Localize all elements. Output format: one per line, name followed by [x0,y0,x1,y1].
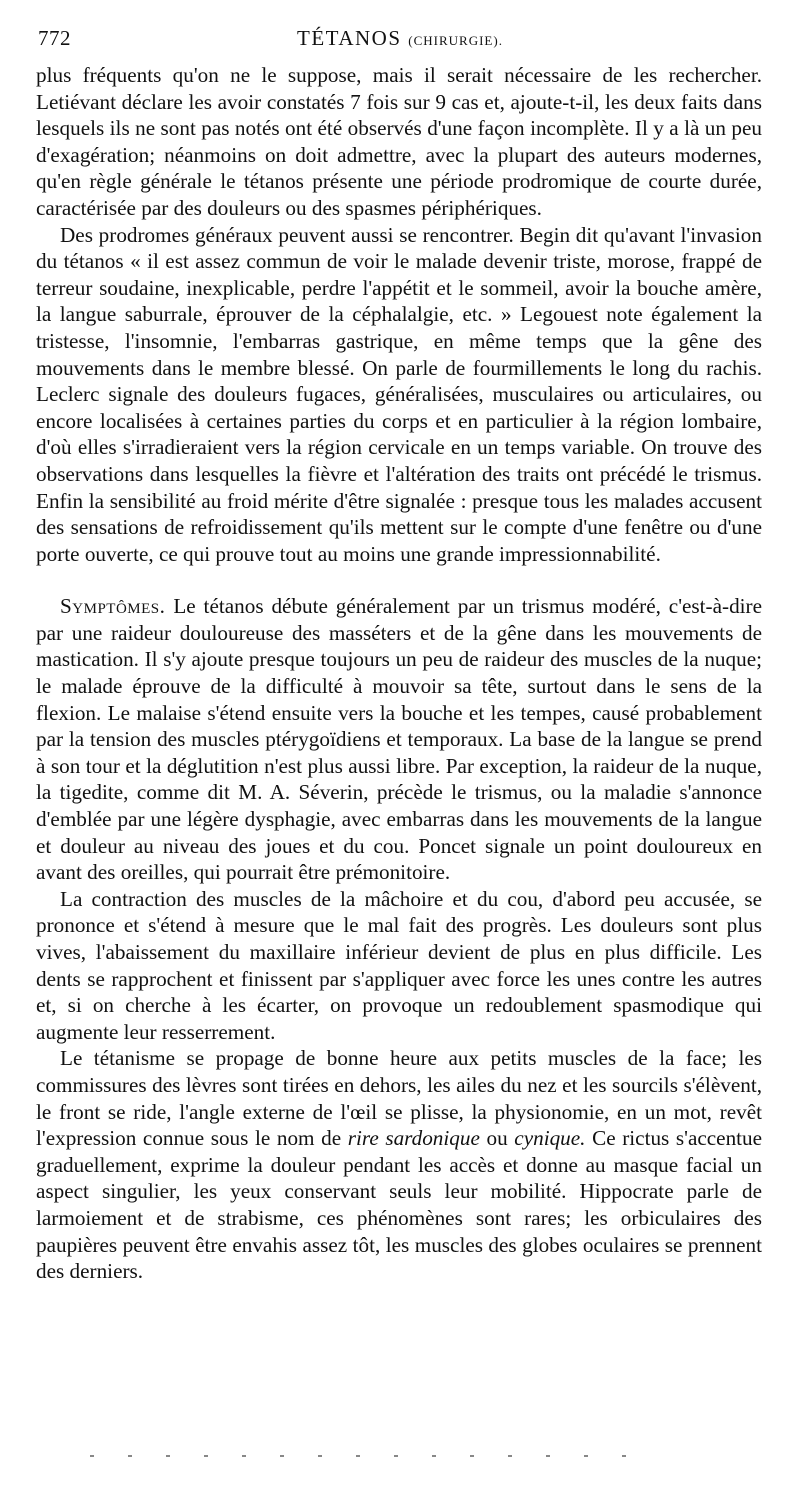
paragraph-symptomes [36,593,762,886]
paragraph-5-or: ou [486,1126,508,1151]
paragraph-1: plus fréquents qu'on ne le suppose, mais il serait nécessaire de les rechercher. Letiévant déclare les avoir constatés 7 fois sur 9 cas et, ajoute-t-il, les deux faits dans lesquels ils ne sont pas notés ont été observés d'une façon incomplète. Il y a là un peu d'exagération; néanmoins on doit admettre, avec la plupart des auteurs modernes, qu'en règle générale le tétanos présente une période prodromique de courte durée, caractérisée par des douleurs ou des spasmes périphériques. [36,63,762,220]
term-cynique: cynique. [514,1126,586,1151]
paragraph-2: Des prodromes généraux peuvent aussi se rencontrer. Begin dit qu'avant l'invasion du tétanos « il est assez commun de voir le malade devenir triste, morose, frappé de terreur soudaine, inexplicable, perdre l'appétit et le sommeil, avoir la bouche amère, la langue saburrale, éprouver de la céphalalgie, etc. » Legouest note également la tristesse, l'insomnie, l'embarras gastrique, en même temps que la gêne des mouvements dans le membre blessé. On parle de fourmillements le long du rachis. Leclerc signale des douleurs fugaces, généralisées, musculaires ou articulaires, ou encore localisées à certaines parties du corps et en particulier à la région lombaire, d'où elles s'irradieraient vers la région cervicale en un temps variable. On trouve des observations dans lesquelles la fièvre et l'altération des traits ont précédé le trismus. Enfin la sensibilité au froid mérite d'être signalée : presque tous les malades accusent des sensations de refroidissement qu'ils mettent sur le compte d'une fenêtre ou d'une porte ouverte, ce qui prouve tout au moins une grande impressionnabilité. [36,222,762,566]
running-title-main: TÉTANOS [297,26,402,50]
paragraph-3-text: Le tétanos débute généralement par un trismus modéré, c'est-à-dire par une raideur douloureuse des masséters et de la gêne dans les mouvements de mastication. Il s'y ajoute presque toujours un peu de raideur des muscles de la nuque; le malade éprouve de la difficulté à mouvoir sa tête, surtout dans le sens de la flexion. Le malaise s'étend ensuite vers la bouche et les tempes, causé probablement par la tension des muscles ptérygoïdiens et temporaux. La base de la langue se prend à son tour et la déglutition n'est plus aussi libre. Par exception, la raideur de la nuque, la tigedite, comme dit M. A. Séverin, précède le trismus, ou la maladie s'annonce d'emblée par une légère dysphagie, avec embarras dans les mouvements de la langue et douleur au niveau des joues et du cou. Poncet signale un point douloureux en avant des oreilles, qui pourrait être prémonitoire. [36,594,763,885]
page-number: 772 [38,26,71,50]
paragraph-5 [36,1045,762,1284]
bleed-through-marks [90,1444,740,1448]
paragraph-5-part-b: Ce rictus s'accentue graduellement, exprime la douleur pendant les accès et donne au masque facial un aspect singulier, les yeux conservant seuls leur mobilité. Hippocrate parle de larmoiement et de strabisme, ces phénomènes sont rares; les orbiculaires des paupières peuvent être envahis assez tôt, les muscles des globes oculaires se prennent des derniers. [36,1126,763,1284]
page-header [36,22,764,52]
page-body [36,62,762,1285]
running-title [36,26,764,51]
term-rire-sardonique: rire sardonique [347,1126,480,1151]
running-title-sub: (CHIRURGIE). [408,33,503,48]
paragraph-4: La contraction des muscles de la mâchoire et du cou, d'abord peu accusée, se prononce et s'étend à mesure que le mal fait des progrès. Les douleurs sont plus vives, l'abaissement du maxillaire inférieur devient de plus en plus difficile. Les dents se rapprochent et finissent par s'appliquer avec force les unes contre les autres et, si on cherche à les écarter, on provoque un redoublement spasmodique qui augmente leur resserrement. [36,886,762,1044]
section-heading-symptomes: Symptômes. [60,594,166,619]
paragraph-5-part-a: Le tétanisme se propage de bonne heure aux petits muscles de la face; les commissures des lèvres sont tirées en dehors, les ailes du nez et les sourcils s'élèvent, le front se ride, l'angle externe de l'œil se plisse, la physionomie, en un mot, revêt l'expression connue sous le nom de [36,1046,762,1151]
